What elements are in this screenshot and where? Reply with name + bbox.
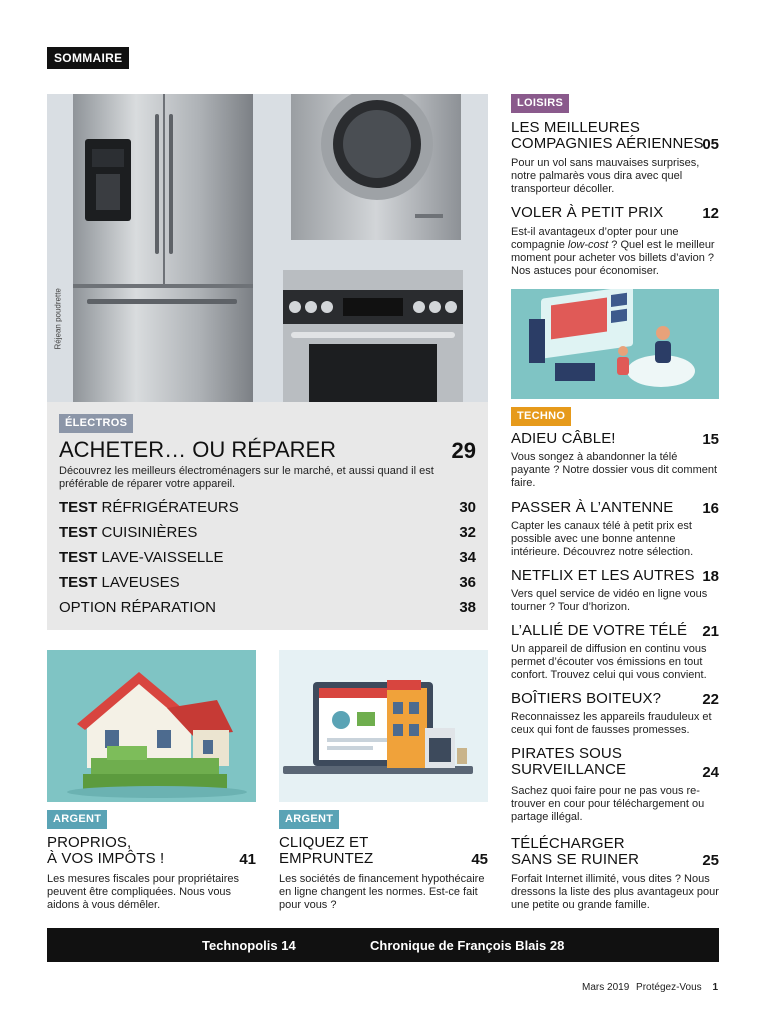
toc-entry[interactable] (59, 574, 476, 592)
article-description: Capter les canaux télé à petit prix est possible avec une bonne antenne intérieure. Découvrez notre sélection. (511, 520, 694, 558)
chronique-link[interactable]: Chronique de François Blais 28 (370, 938, 565, 953)
article-title-line2: COMPAGNIES AÉRIENNES (511, 135, 704, 152)
article-title-line2: EMPRUNTEZ (279, 850, 374, 867)
test-prefix: TEST (59, 574, 98, 591)
entry-page: 38 (459, 599, 476, 616)
magazine-name: Protégez-Vous (636, 982, 702, 993)
electros-section (47, 402, 488, 630)
toc-article[interactable] (279, 835, 488, 912)
technopolis-link[interactable]: Technopolis 14 (202, 938, 296, 953)
article-title: NETFLIX ET LES AUTRES (511, 567, 695, 584)
toc-article[interactable] (511, 746, 719, 824)
entry-page: 36 (459, 574, 476, 591)
toc-article[interactable] (511, 691, 719, 737)
electros-title[interactable]: ACHETER… OU RÉPARER (59, 437, 337, 462)
article-page: 16 (702, 500, 719, 517)
techno-tag: TECHNO (511, 407, 571, 426)
article-page: 15 (702, 431, 719, 448)
argent-tag: ARGENT (47, 810, 107, 829)
article-description: Vers quel service de vidéo en ligne vous tourner ? Tour d’horizon. (511, 588, 708, 613)
article-description: Les sociétés de financement hypothécaire en ligne changent les normes. Est-ce fait pour vous ? (279, 873, 485, 911)
entry-label: CUISINIÈRES (101, 524, 198, 541)
toc-article[interactable] (511, 836, 719, 912)
article-page: 25 (702, 852, 719, 869)
house-money-illustration (47, 650, 256, 802)
article-description: Les mesures fiscales pour propriétaires peuvent être compliquées. Nous vous aidons à vous démêler. (47, 873, 239, 911)
sommaire-label: SOMMAIRE (47, 47, 129, 69)
article-title-line2: SANS SE RUINER (511, 851, 640, 868)
article-title: L’ALLIÉ DE VOTRE TÉLÉ (511, 622, 688, 639)
argent-tag: ARGENT (279, 810, 339, 829)
article-title-line1: TÉLÉCHARGER (511, 835, 625, 852)
article-page: 18 (702, 568, 719, 585)
article-title-line1: LES MEILLEURES (511, 119, 640, 136)
photo-credit: Réjean poudrette (53, 288, 63, 350)
article-title-line2: SURVEILLANCE (511, 761, 627, 778)
toc-entry[interactable] (59, 499, 476, 517)
article-page: 45 (471, 851, 488, 868)
bottom-bar (47, 928, 719, 962)
loisirs-tag: LOISIRS (511, 94, 569, 113)
house-money-artwork (47, 650, 256, 802)
issue-date: Mars 2019 (582, 982, 630, 993)
article-title: ADIEU CÂBLE! (511, 430, 616, 447)
entry-label: LAVEUSES (101, 574, 180, 591)
article-page: 22 (702, 691, 719, 708)
article-page: 12 (702, 205, 719, 222)
article-title: VOLER À PETIT PRIX (511, 204, 664, 221)
online-mortgage-artwork (279, 650, 488, 802)
article-title-line2: À VOS IMPÔTS ! (47, 850, 165, 867)
entry-page: 32 (459, 524, 476, 541)
test-prefix: TEST (59, 549, 98, 566)
electros-tag: ÉLECTROS (59, 414, 133, 433)
article-page: 05 (702, 136, 719, 153)
page-footer (582, 982, 718, 993)
electros-description: Découvrez les meilleurs électroménagers sur le marché, et aussi quand il est préférable de réparer votre appareil. (59, 465, 434, 490)
toc-entry[interactable] (59, 524, 476, 542)
streaming-artwork (511, 289, 719, 399)
article-title-line1: CLIQUEZ ET (279, 834, 369, 851)
article-description: Forfait Internet illimité, vous dites ? Nous dressons la liste des plus avantageux pour une petite ou grande famille. (511, 873, 719, 911)
article-description: Pour un vol sans mauvaises surprises, notre palmarès vous dira avec quel transporteur décoller. (511, 157, 700, 195)
appliances-illustration (47, 94, 488, 402)
online-mortgage-illustration (279, 650, 488, 802)
article-description: Est-il avantageux d’opter pour une compagnie low-cost ? Quel est le meilleur moment pour acheter vos billets d’avion ? Nos astuces pour économiser. (511, 226, 715, 277)
article-description: Reconnaissez les appareils frauduleux et ceux qui font de fausses promesses. (511, 711, 712, 736)
toc-article[interactable] (511, 120, 719, 196)
article-title-line1: PIRATES SOUS (511, 745, 622, 762)
article-page: 21 (702, 623, 719, 640)
entry-label: RÉFRIGÉRATEURS (101, 499, 239, 516)
toc-article[interactable] (511, 500, 719, 559)
entry-page: 30 (459, 499, 476, 516)
article-description: Sachez quoi faire pour ne pas vous re-trouver en cour pour téléchargement ou partage illégal. (511, 785, 705, 823)
article-description: Un appareil de diffusion en continu vous permet d’écouter vos émissions en tout confort. Trouvez celui qui vous convient. (511, 643, 707, 681)
streaming-illustration (511, 289, 719, 399)
article-description: Vous songez à abandonner la télé payante ? Notre dossier vous dit comment faire. (511, 451, 718, 489)
toc-entry[interactable] (59, 599, 476, 617)
article-title-line1: PROPRIOS, (47, 834, 132, 851)
test-prefix: TEST (59, 499, 98, 516)
article-page: 24 (702, 764, 719, 781)
article-title: BOÎTIERS BOITEUX? (511, 690, 662, 707)
electros-page: 29 (451, 438, 476, 463)
appliances-photo (47, 94, 488, 402)
entry-page: 34 (459, 549, 476, 566)
toc-article[interactable] (47, 835, 256, 912)
entry-label: LAVE-VAISSELLE (101, 549, 224, 566)
page-number: 1 (712, 982, 718, 993)
toc-article[interactable] (511, 623, 719, 682)
toc-entry[interactable] (59, 549, 476, 567)
article-page: 41 (239, 851, 256, 868)
article-title: PASSER À L’ANTENNE (511, 499, 674, 516)
toc-article[interactable] (511, 431, 719, 490)
toc-article[interactable] (511, 205, 719, 278)
test-prefix: TEST (59, 524, 98, 541)
entry-label: OPTION RÉPARATION (59, 599, 216, 616)
toc-article[interactable] (511, 568, 719, 614)
